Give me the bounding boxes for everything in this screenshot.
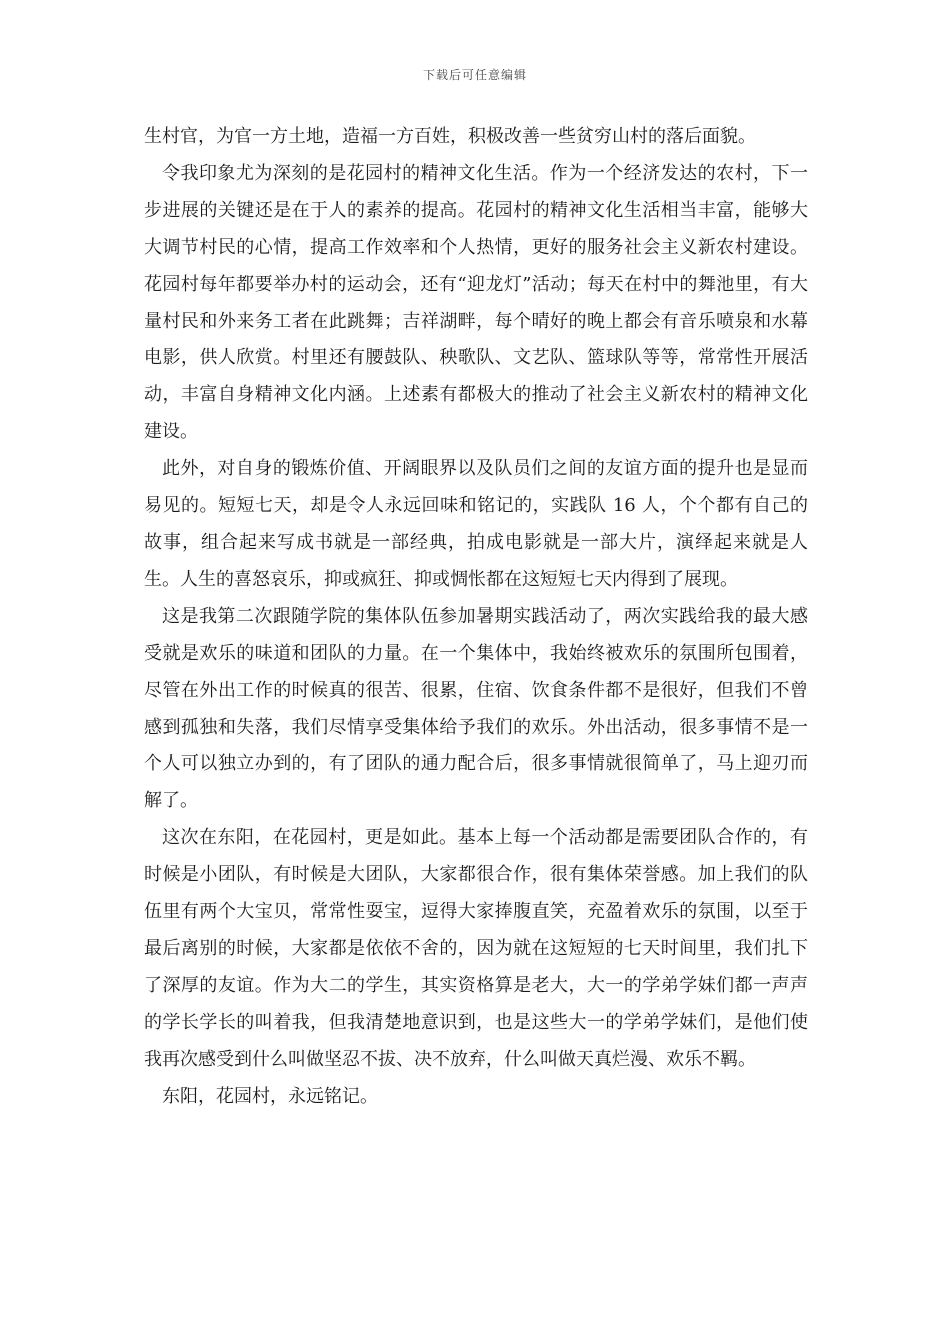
paragraph-3: 此外，对自身的锻炼价值、开阔眼界以及队员们之间的友谊方面的提升也是显而易见的。短短七天，却是令人永远回味和铭记的，实践队 16 人，个个都有自己的故事，组合起来写成书就是一部经典，拍成电影就是一部大片，演绎起来就是人生。人生的喜怒哀乐，抑或疯狂、抑或惆怅都在这短短七天内得到了展现。 (144, 458, 808, 590)
paragraph-6: 东阳，花园村，永远铭记。 (162, 1085, 378, 1107)
page-header: 下载后可任意编辑 (422, 68, 527, 82)
paragraph-2: 令我印象尤为深刻的是花园村的精神文化生活。作为一个经济发达的农村，下一步进展的关键还是在于人的素养的提高。花园村的精神文化生活相当丰富，能够大大调节村民的心情，提高工作效率和个人热情，更好的服务社会主义新农村建设。花园村每年都要举办村的运动会，还有“迎龙灯”活动；每天在村中的舞池里，有大量村民和外来务工者在此跳舞；吉祥湖畔，每个晴好的晚上都会有音乐喷泉和水幕电影，供人欣赏。村里还有腰鼓队、秧歌队、文艺队、篮球队等等，常常性开展活动，丰富自身精神文化内涵。上述素有都极大的推动了社会主义新农村的精神文化建设。 (144, 162, 808, 443)
paragraph-1: 生村官，为官一方土地，造福一方百姓，积极改善一些贫穷山村的落后面貌。 (144, 126, 756, 147)
paragraph-4: 这是我第二次跟随学院的集体队伍参加暑期实践活动了，两次实践给我的最大感受就是欢乐的味道和团队的力量。在一个集体中，我始终被欢乐的氛围所包围着，尽管在外出工作的时候真的很苦、很累，住宿、饮食条件都不是很好，但我们不曾感到孤独和失落，我们尽情享受集体给予我们的欢乐。外出活动，很多事情不是一个人可以独立办到的，有了团队的通力配合后，很多事情就很简单了，马上迎刃而解了。 (144, 605, 808, 812)
paragraph-5: 这次在东阳，在花园村，更是如此。基本上每一个活动都是需要团队合作的，有时候是小团队，有时候是大团队，大家都很合作，很有集体荣誉感。加上我们的队伍里有两个大宝贝，常常性耍宝，逗得大家捧腹直笑，充盈着欢乐的氛围，以至于最后离别的时候，大家都是依依不舍的，因为就在这短短的七天时间里，我们扎下了深厚的友谊。作为大二的学生，其实资格算是老大，大一的学弟学妹们都一声声的学长学长的叫着我，但我清楚地意识到，也是这些大一的学弟学妹们，是他们使我再次感受到什么叫做坚忍不拔、决不放弃，什么叫做天真烂漫、欢乐不羁。 (144, 827, 808, 1070)
document-body (144, 119, 808, 1115)
